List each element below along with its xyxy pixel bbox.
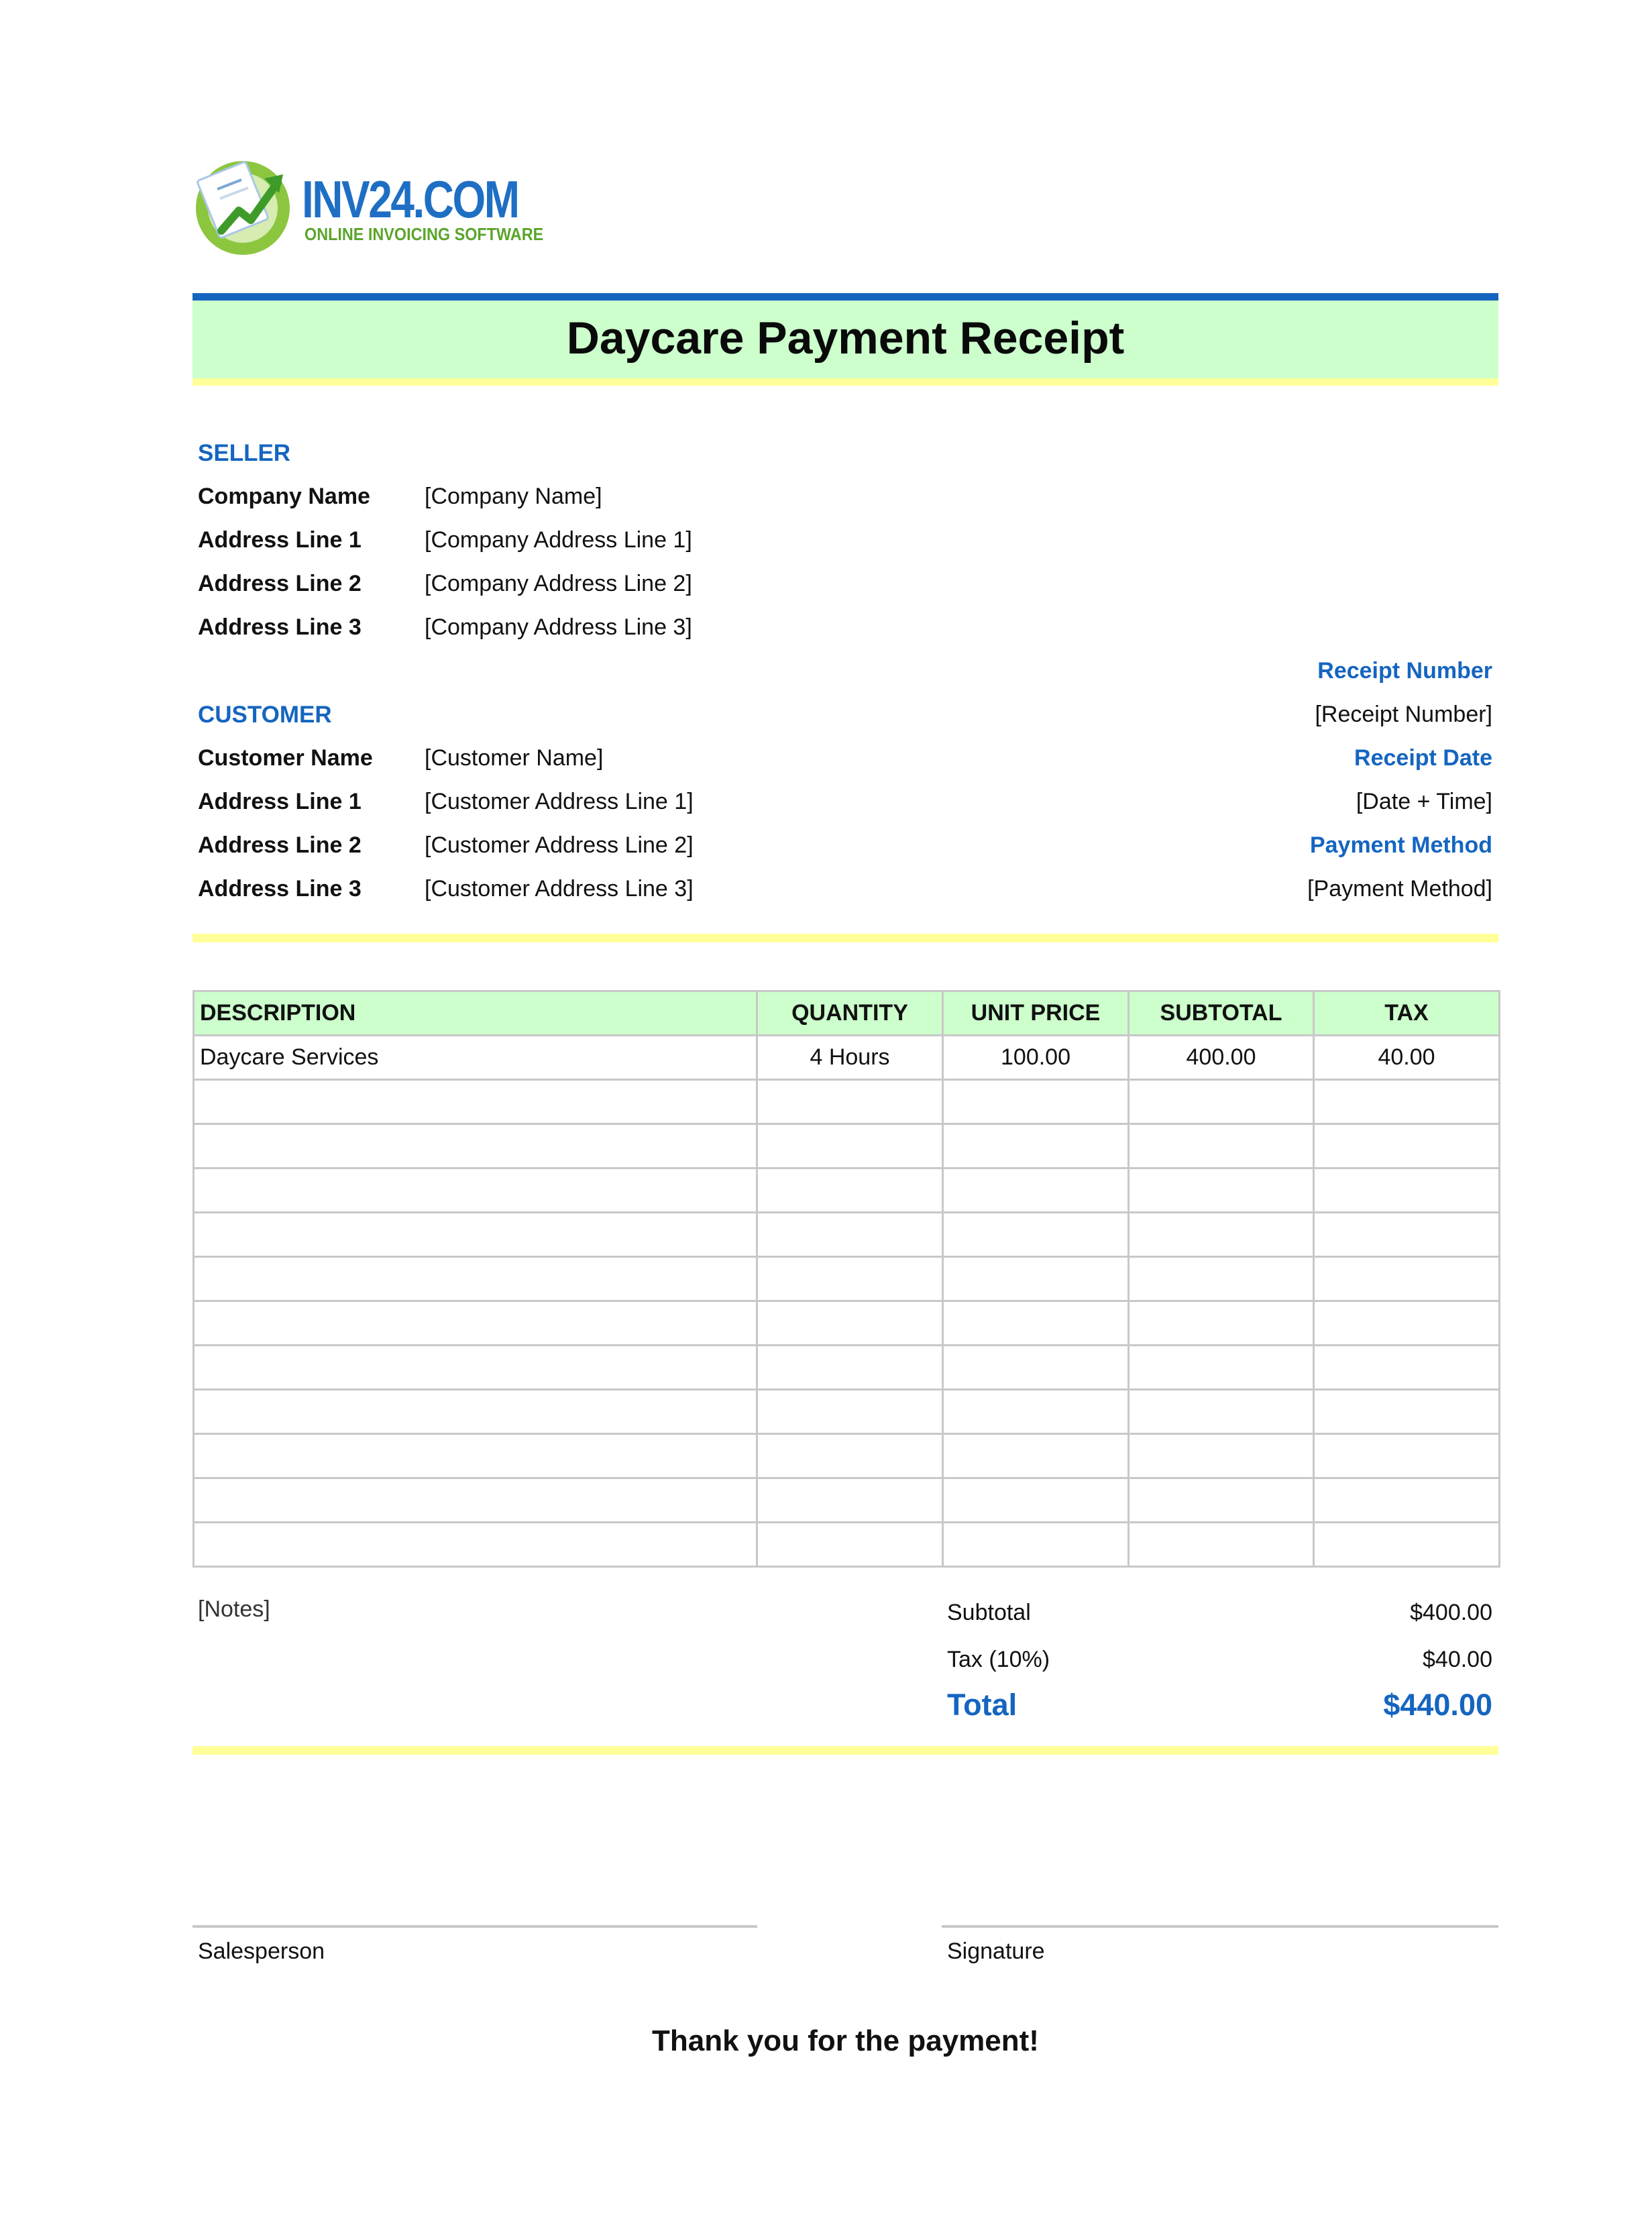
seller-value-address2: [Company Address Line 2] xyxy=(425,571,692,596)
cell-tax: 40.00 xyxy=(1314,1036,1500,1080)
empty-cell xyxy=(943,1346,1129,1390)
empty-cell xyxy=(194,1080,757,1124)
header-tax: TAX xyxy=(1314,991,1500,1036)
seller-label-address1: Address Line 1 xyxy=(198,527,362,553)
empty-cell xyxy=(1314,1390,1500,1434)
empty-cell xyxy=(1314,1346,1500,1390)
empty-cell xyxy=(1314,1523,1500,1567)
empty-cell xyxy=(1314,1434,1500,1478)
empty-cell xyxy=(1129,1390,1314,1434)
table-row-empty xyxy=(194,1523,1500,1567)
subtotal-label: Subtotal xyxy=(947,1600,1031,1625)
seller-label-address3: Address Line 3 xyxy=(198,614,362,640)
empty-cell xyxy=(757,1213,943,1257)
section-divider xyxy=(192,934,1498,942)
customer-label-address3: Address Line 3 xyxy=(198,876,362,902)
empty-cell xyxy=(1314,1168,1500,1213)
empty-cell xyxy=(943,1478,1129,1523)
total-value: $440.00 xyxy=(1383,1688,1492,1722)
customer-value-name: [Customer Name] xyxy=(425,745,604,771)
items-table xyxy=(192,990,1500,1568)
header-subtotal: SUBTOTAL xyxy=(1129,991,1314,1036)
header-unit-price: UNIT PRICE xyxy=(943,991,1129,1036)
totals-divider xyxy=(192,1746,1498,1755)
empty-cell xyxy=(757,1478,943,1523)
empty-cell xyxy=(943,1257,1129,1301)
empty-cell xyxy=(1129,1523,1314,1567)
total-label: Total xyxy=(947,1688,1017,1722)
empty-cell xyxy=(1129,1346,1314,1390)
cell-subtotal: 400.00 xyxy=(1129,1036,1314,1080)
empty-cell xyxy=(1129,1434,1314,1478)
customer-label-address2: Address Line 2 xyxy=(198,832,362,858)
signature-label: Signature xyxy=(947,1939,1045,1964)
title-bottom-rule xyxy=(192,378,1498,386)
empty-cell xyxy=(757,1257,943,1301)
empty-cell xyxy=(194,1124,757,1168)
empty-cell xyxy=(1129,1080,1314,1124)
empty-cell xyxy=(757,1523,943,1567)
customer-heading: CUSTOMER xyxy=(198,702,332,728)
table-row-empty xyxy=(194,1168,1500,1213)
tax-label: Tax (10%) xyxy=(947,1647,1050,1672)
payment-method-value: [Payment Method] xyxy=(1307,876,1492,902)
empty-cell xyxy=(943,1080,1129,1124)
empty-cell xyxy=(757,1168,943,1213)
customer-label-address1: Address Line 1 xyxy=(198,789,362,814)
cell-description: Daycare Services xyxy=(194,1036,757,1080)
header-description: DESCRIPTION xyxy=(194,991,757,1036)
empty-cell xyxy=(757,1080,943,1124)
empty-cell xyxy=(757,1124,943,1168)
table-row-empty xyxy=(194,1080,1500,1124)
receipt-date-value: [Date + Time] xyxy=(1356,789,1492,814)
cell-quantity: 4 Hours xyxy=(757,1036,943,1080)
customer-value-address2: [Customer Address Line 2] xyxy=(425,832,694,858)
seller-label-address2: Address Line 2 xyxy=(198,571,362,596)
empty-cell xyxy=(1314,1124,1500,1168)
empty-cell xyxy=(1314,1257,1500,1301)
empty-cell xyxy=(943,1168,1129,1213)
table-row xyxy=(194,1036,1500,1080)
table-row-empty xyxy=(194,1213,1500,1257)
company-logo xyxy=(195,156,544,256)
salesperson-line xyxy=(192,1925,757,1928)
empty-cell xyxy=(194,1213,757,1257)
logo-tagline: ONLINE INVOICING SOFTWARE xyxy=(305,224,544,244)
empty-cell xyxy=(194,1523,757,1567)
logo-brand: INV24.COM xyxy=(302,170,518,229)
table-row-empty xyxy=(194,1478,1500,1523)
customer-value-address1: [Customer Address Line 1] xyxy=(425,789,694,814)
table-row-empty xyxy=(194,1346,1500,1390)
empty-cell xyxy=(1129,1301,1314,1346)
empty-cell xyxy=(194,1434,757,1478)
empty-cell xyxy=(757,1301,943,1346)
customer-label-name: Customer Name xyxy=(198,745,373,771)
seller-heading: SELLER xyxy=(198,440,291,466)
seller-value-address1: [Company Address Line 1] xyxy=(425,527,692,553)
thank-you-message: Thank you for the payment! xyxy=(652,2024,1039,2057)
seller-value-address3: [Company Address Line 3] xyxy=(425,614,692,640)
empty-cell xyxy=(1129,1478,1314,1523)
salesperson-label: Salesperson xyxy=(198,1939,325,1964)
empty-cell xyxy=(943,1301,1129,1346)
empty-cell xyxy=(1314,1080,1500,1124)
empty-cell xyxy=(1129,1168,1314,1213)
signature-line xyxy=(942,1925,1498,1928)
tax-value: $40.00 xyxy=(1423,1647,1492,1672)
payment-method-label: Payment Method xyxy=(1309,832,1492,858)
title-banner xyxy=(192,293,1498,386)
empty-cell xyxy=(943,1390,1129,1434)
empty-cell xyxy=(1129,1213,1314,1257)
cell-unit-price: 100.00 xyxy=(943,1036,1129,1080)
empty-cell xyxy=(1129,1124,1314,1168)
table-header-row xyxy=(194,991,1500,1036)
notes: [Notes] xyxy=(198,1596,270,1622)
receipt-date-label: Receipt Date xyxy=(1354,745,1492,771)
empty-cell xyxy=(943,1213,1129,1257)
table-row-empty xyxy=(194,1390,1500,1434)
empty-cell xyxy=(757,1390,943,1434)
empty-cell xyxy=(943,1434,1129,1478)
empty-cell xyxy=(1314,1213,1500,1257)
empty-cell xyxy=(943,1523,1129,1567)
empty-cell xyxy=(194,1390,757,1434)
header-quantity: QUANTITY xyxy=(757,991,943,1036)
empty-cell xyxy=(194,1301,757,1346)
logo-emblem-icon xyxy=(195,156,295,256)
customer-value-address3: [Customer Address Line 3] xyxy=(425,876,694,902)
empty-cell xyxy=(757,1434,943,1478)
page-title: Daycare Payment Receipt xyxy=(566,313,1125,364)
title-top-rule xyxy=(192,293,1498,301)
empty-cell xyxy=(194,1478,757,1523)
empty-cell xyxy=(757,1346,943,1390)
empty-cell xyxy=(194,1346,757,1390)
empty-cell xyxy=(194,1168,757,1213)
empty-cell xyxy=(1314,1301,1500,1346)
receipt-number-label: Receipt Number xyxy=(1317,658,1492,684)
empty-cell xyxy=(194,1257,757,1301)
empty-cell xyxy=(943,1124,1129,1168)
table-row-empty xyxy=(194,1301,1500,1346)
seller-value-company: [Company Name] xyxy=(425,484,602,509)
table-row-empty xyxy=(194,1124,1500,1168)
empty-cell xyxy=(1129,1257,1314,1301)
receipt-number-value: [Receipt Number] xyxy=(1315,702,1492,727)
seller-label-company: Company Name xyxy=(198,484,370,509)
table-row-empty xyxy=(194,1257,1500,1301)
table-row-empty xyxy=(194,1434,1500,1478)
empty-cell xyxy=(1314,1478,1500,1523)
subtotal-value: $400.00 xyxy=(1410,1600,1492,1625)
